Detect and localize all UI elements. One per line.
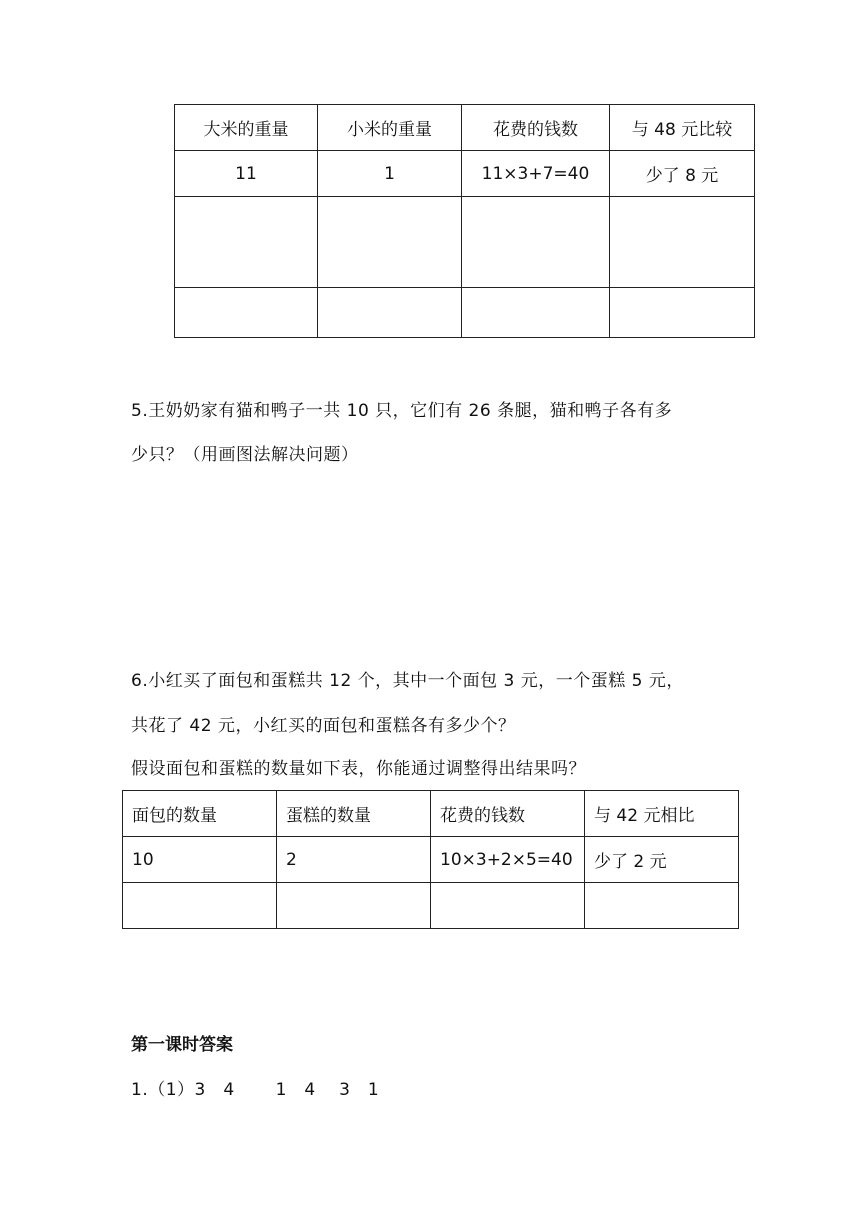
- table-row: [123, 837, 739, 883]
- table-row: [175, 288, 755, 338]
- table-cell: 2: [277, 837, 431, 883]
- table-cell-empty: [431, 883, 585, 929]
- table-cell-empty: [462, 288, 610, 338]
- table-cell: 11×3+7=40: [462, 151, 610, 197]
- table-cell-empty: [610, 288, 755, 338]
- answer-line-1: 1.（1）3 4 1 4 3 1: [131, 1080, 380, 1100]
- question-6-line-2: 共花了 42 元，小红买的面包和蛋糕各有多少个？: [131, 716, 516, 736]
- table-cell-empty: [277, 883, 431, 929]
- table-header-row: [175, 105, 755, 151]
- table-cell: 10×3+2×5=40: [431, 837, 585, 883]
- question-5-line-2: 少只？（用画图法解决问题）: [131, 445, 359, 465]
- table-header-cell: 花费的钱数: [462, 105, 610, 151]
- table-cell-empty: [123, 883, 277, 929]
- question-6-line-1: 6.小红买了面包和蛋糕共 12 个，其中一个面包 3 元，一个蛋糕 5 元，: [131, 671, 684, 691]
- table-cell-empty: [175, 197, 318, 288]
- table-cell-empty: [585, 883, 739, 929]
- table-cell: 少了 8 元: [610, 151, 755, 197]
- table-cell-empty: [318, 197, 462, 288]
- table-cell-empty: [175, 288, 318, 338]
- table-header-cell: 与 48 元比较: [610, 105, 755, 151]
- question-5-line-1: 5.王奶奶家有猫和鸭子一共 10 只，它们有 26 条腿，猫和鸭子各有多: [131, 401, 673, 421]
- table-header-cell: 与 42 元相比: [585, 791, 739, 837]
- bread-cake-table: [122, 790, 739, 929]
- table-cell-empty: [610, 197, 755, 288]
- table-cell: 少了 2 元: [585, 837, 739, 883]
- table-header-cell: 小米的重量: [318, 105, 462, 151]
- table-row: [123, 883, 739, 929]
- answers-heading: 第一课时答案: [131, 1035, 233, 1055]
- table-header-cell: 花费的钱数: [431, 791, 585, 837]
- table-cell: 11: [175, 151, 318, 197]
- question-6-line-3: 假设面包和蛋糕的数量如下表，你能通过调整得出结果吗？: [131, 759, 586, 779]
- rice-millet-table: [174, 104, 755, 338]
- table-row: [175, 197, 755, 288]
- table-row: [175, 151, 755, 197]
- table-cell: 1: [318, 151, 462, 197]
- table-cell: 10: [123, 837, 277, 883]
- table-header-cell: 面包的数量: [123, 791, 277, 837]
- table-header-row: [123, 791, 739, 837]
- table-cell-empty: [462, 197, 610, 288]
- table-cell-empty: [318, 288, 462, 338]
- table-header-cell: 大米的重量: [175, 105, 318, 151]
- table-header-cell: 蛋糕的数量: [277, 791, 431, 837]
